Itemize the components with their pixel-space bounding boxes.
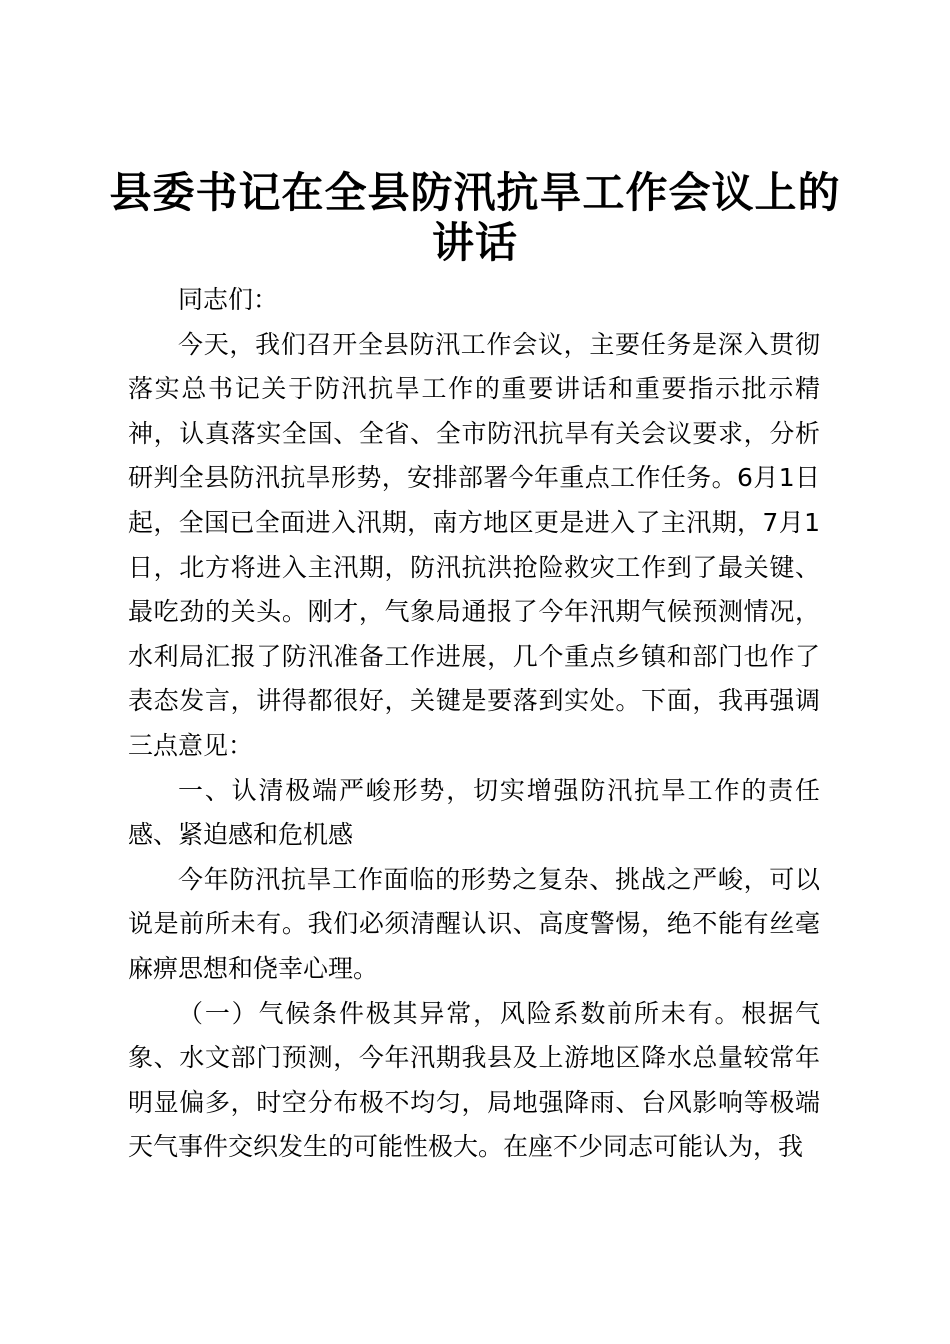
subsection-paragraph-1: （一）气候条件极其异常，风险系数前所未有。根据气象、水文部门预测，今年汛期我县及上游地区降水总量较常年明显偏多，时空分布极不均匀，局地强降雨、台风影响等极端天气事件交织发生的可能性极大。在座不少同志可能认为，我 — [128, 998, 820, 1162]
document-body — [128, 278, 820, 1170]
section-heading-1: 一、认清极端严峻形势，切实增强防汛抗旱工作的责任感、紧迫感和危机感 — [128, 775, 820, 850]
salutation: 同志们： — [178, 285, 279, 314]
body-paragraph: 今年防汛抗旱工作面临的形势之复杂、挑战之严峻，可以说是前所未有。我们必须清醒认识、高度警惕，绝不能有丝毫麻痹思想和侥幸心理。 — [128, 864, 820, 983]
document-title: 县委书记在全县防汛抗旱工作会议上的讲话 — [109, 168, 841, 267]
intro-paragraph: 今天，我们召开全县防汛工作会议，主要任务是深入贯彻落实总书记关于防汛抗旱工作的重要讲话和重要指示批示精神，认真落实全国、全省、全市防汛抗旱有关会议要求，分析研判全县防汛抗旱形势，安排部署今年重点工作任务。6月1日起，全国已全面进入汛期，南方地区更是进入了主汛期，7月1日，北方将进入主汛期，防汛抗洪抢险救灾工作到了最关键、最吃劲的关头。刚才，气象局通报了今年汛期气候预测情况，水利局汇报了防汛准备工作进展，几个重点乡镇和部门也作了表态发言，讲得都很好，关键是要落到实处。下面，我再强调三点意见： — [128, 329, 820, 760]
